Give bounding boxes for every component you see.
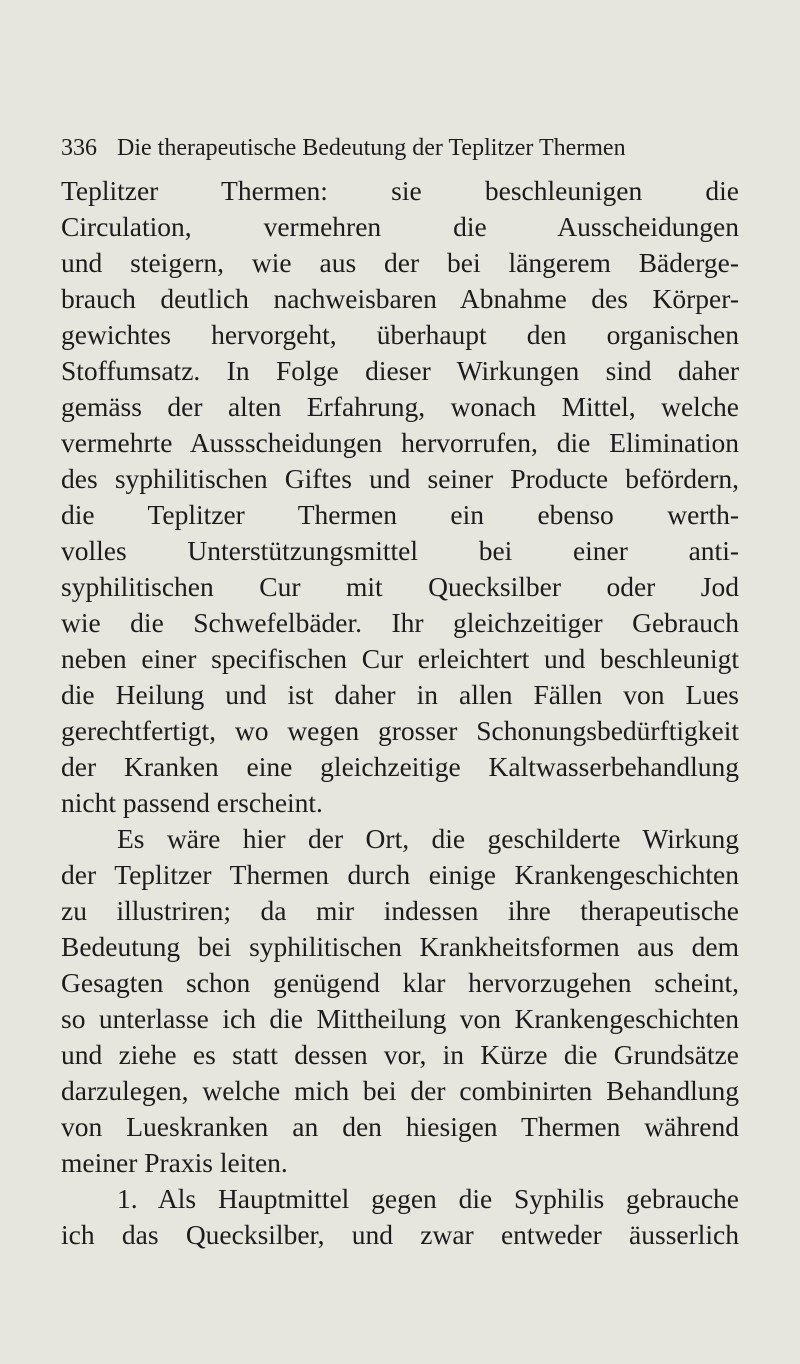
- text-line: Gesagten schon genügend klar hervorzugehen scheint,: [61, 967, 739, 998]
- paragraph-end-line: nicht passend erscheint.: [61, 787, 323, 818]
- text-line: der Teplitzer Thermen durch einige Krankengeschichten: [61, 859, 739, 890]
- text-line: vermehrte Aussscheidungen hervorrufen, die Elimination: [61, 427, 739, 458]
- text-line: und ziehe es statt dessen vor, in Kürze die Grundsätze: [61, 1039, 739, 1070]
- text-line: des syphilitischen Giftes und seiner Producte befördern,: [61, 463, 739, 494]
- text-line: die Teplitzer Thermen ein ebenso werth-: [61, 499, 739, 530]
- paragraph-start-line: Es wäre hier der Ort, die geschilderte Wirkung: [117, 823, 739, 854]
- text-line: der Kranken eine gleichzeitige Kaltwasserbehandlung: [61, 751, 739, 782]
- text-line: Circulation, vermehren die Ausscheidungen: [61, 211, 739, 242]
- text-line: darzulegen, welche mich bei der combinirten Behandlung: [61, 1075, 739, 1106]
- page-number: 336: [61, 135, 97, 161]
- text-line: die Heilung und ist daher in allen Fällen von Lues: [61, 679, 739, 710]
- text-line: Teplitzer Thermen: sie beschleunigen die: [61, 175, 739, 206]
- text-line: Stoffumsatz. In Folge dieser Wirkungen sind daher: [61, 355, 739, 386]
- text-line: neben einer specifischen Cur erleichtert und beschleunigt: [61, 643, 739, 674]
- text-line: gerechtfertigt, wo wegen grosser Schonungsbedürftigkeit: [61, 715, 739, 746]
- text-line: wie die Schwefelbäder. Ihr gleichzeitiger Gebrauch: [61, 607, 739, 638]
- text-line: ich das Quecksilber, und zwar entweder äusserlich: [61, 1219, 739, 1250]
- text-line: zu illustriren; da mir indessen ihre therapeutische: [61, 895, 739, 926]
- text-line: brauch deutlich nachweisbaren Abnahme des Körper-: [61, 283, 739, 314]
- text-line: so unterlasse ich die Mittheilung von Krankengeschichten: [61, 1003, 739, 1034]
- text-line: volles Unterstützungsmittel bei einer anti-: [61, 535, 739, 566]
- text-line: Bedeutung bei syphilitischen Krankheitsformen aus dem: [61, 931, 739, 962]
- paragraph-end-line: meiner Praxis leiten.: [61, 1147, 288, 1178]
- text-line: gemäss der alten Erfahrung, wonach Mittel, welche: [61, 391, 739, 422]
- text-line: gewichtes hervorgeht, überhaupt den organischen: [61, 319, 739, 350]
- running-header: [61, 133, 626, 163]
- paragraph-start-line: 1. Als Hauptmittel gegen die Syphilis gebrauche: [117, 1183, 739, 1214]
- running-title: Die therapeutische Bedeutung der Teplitzer Thermen: [117, 135, 626, 161]
- text-line: von Lueskranken an den hiesigen Thermen während: [61, 1111, 739, 1142]
- text-line: syphilitischen Cur mit Quecksilber oder Jod: [61, 571, 739, 602]
- text-line: und steigern, wie aus der bei längerem Bäderge-: [61, 247, 739, 278]
